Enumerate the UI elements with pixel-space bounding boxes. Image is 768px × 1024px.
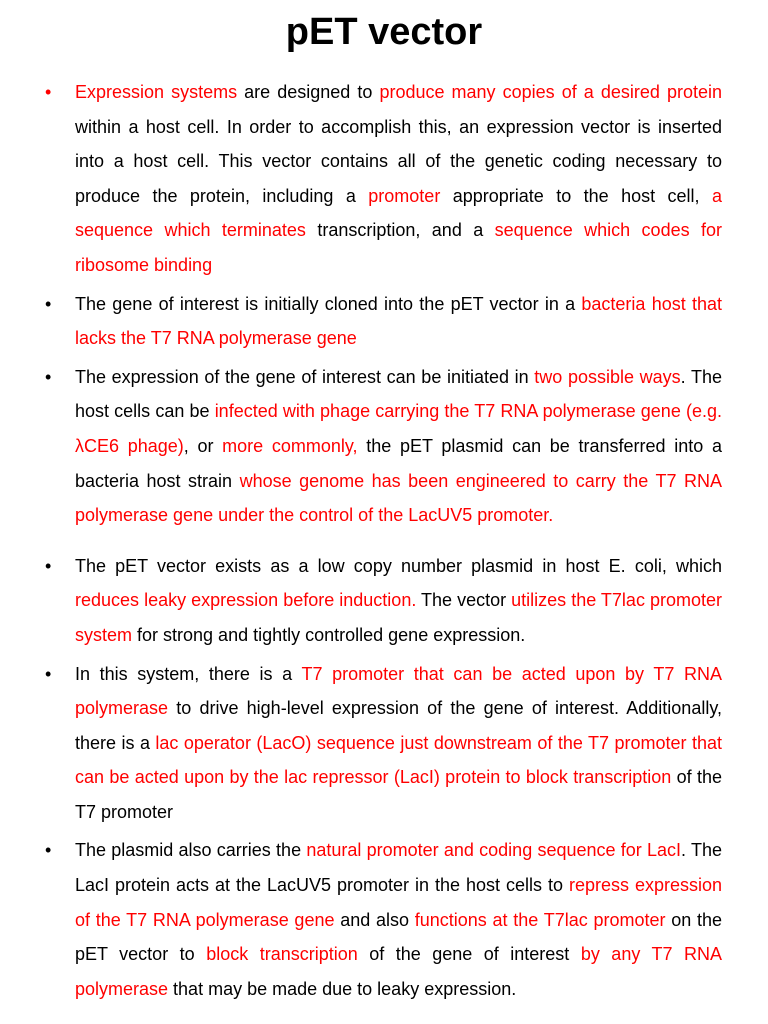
- highlighted-text: bacteria host that lacks the T7 RNA polymerase gene: [75, 293, 723, 349]
- highlighted-text: a sequence which terminates: [75, 185, 722, 241]
- highlighted-text: functions at the T7lac promoter: [414, 909, 666, 930]
- body-text: of the T7 promoter: [75, 767, 722, 822]
- bullet-dot: •: [45, 82, 52, 102]
- page-title: pET vector: [285, 11, 483, 53]
- body-text: . The host cells can be: [75, 366, 722, 422]
- highlighted-text: more commonly,: [222, 435, 358, 456]
- highlighted-text: sequence which codes for ribosome binding: [75, 220, 722, 275]
- body-text: the pET plasmid can be transferred into a bacteria host strain: [75, 435, 722, 491]
- highlighted-text: utilizes the T7lac promoter system: [75, 590, 722, 645]
- bullet-dot: •: [45, 840, 52, 861]
- body-text: The expression of the gene of interest can be initiated in: [75, 366, 535, 387]
- highlighted-text: T7 promoter that can be acted upon by T7 RNA polymerase: [75, 663, 722, 719]
- body-text: appropriate to the host cell,: [440, 185, 712, 206]
- highlighted-text: two possible ways: [534, 366, 681, 387]
- body-text: The pET vector exists as a low copy number plasmid in host E. coli, which: [75, 555, 722, 576]
- body-text: for strong and tightly controlled gene expression.: [132, 624, 526, 645]
- bullet-item: [0, 287, 768, 356]
- body-text: to drive high-level expression of the gene of interest. Additionally, there is a: [75, 698, 722, 753]
- body-text: The plasmid also carries the: [75, 840, 307, 861]
- body-text: on the pET vector to: [75, 909, 722, 965]
- highlighted-text: repress expression of the T7 RNA polymerase gene: [75, 875, 722, 930]
- highlighted-text: infected with phage carrying the T7 RNA polymerase gene (e.g. λCE6 phage): [75, 401, 723, 456]
- bullet-dot: •: [45, 663, 52, 684]
- body-text: transcription, and a: [305, 220, 495, 241]
- highlighted-text: whose genome has been engineered to carry the T7 RNA polymerase gene under the control of the LacUV5 promoter.: [75, 470, 723, 526]
- highlighted-text: lac operator (LacO) sequence just downstream of the T7 promoter that can be acted upon by the lac repressor (LacI) protein to block transcription: [75, 732, 722, 788]
- body-text: are designed to: [237, 82, 380, 102]
- body-text: that may be made due to leaky expression.: [168, 978, 517, 999]
- bullet-item: [0, 833, 768, 1006]
- body-text: The vector: [416, 590, 512, 611]
- highlighted-text: Expression systems: [75, 82, 238, 102]
- body-text: , or: [183, 435, 223, 456]
- body-text: of the gene of interest: [357, 944, 581, 965]
- body-text: In this system, there is a: [75, 663, 302, 684]
- highlighted-text: produce many copies of a desired protein: [379, 82, 722, 102]
- bullet-item: [0, 549, 768, 653]
- bullet-dot: •: [45, 366, 52, 387]
- highlighted-text: promoter: [368, 185, 441, 206]
- bullet-item: [0, 75, 768, 283]
- highlighted-text: natural promoter and coding sequence for LacI: [306, 840, 682, 861]
- bullet-dot: •: [45, 293, 52, 314]
- body-text: . The LacI protein acts at the LacUV5 promoter in the host cells to: [75, 840, 722, 896]
- highlighted-text: by any T7 RNA polymerase: [75, 944, 722, 999]
- body-text: The gene of interest is initially cloned into the pET vector in a: [75, 293, 582, 314]
- bullet-list: [0, 75, 768, 1010]
- bullet-item: [0, 657, 768, 830]
- highlighted-text: reduces leaky expression before induction.: [75, 590, 417, 611]
- bullet-item: [0, 360, 768, 533]
- bullet-dot: •: [45, 555, 52, 576]
- body-text: within a host cell. In order to accomplish this, an expression vector is inserted into a host cell. This vector contains all of the genetic coding necessary to produce the protein, including a: [75, 116, 722, 206]
- highlighted-text: block transcription: [206, 944, 358, 965]
- body-text: and also: [334, 909, 415, 930]
